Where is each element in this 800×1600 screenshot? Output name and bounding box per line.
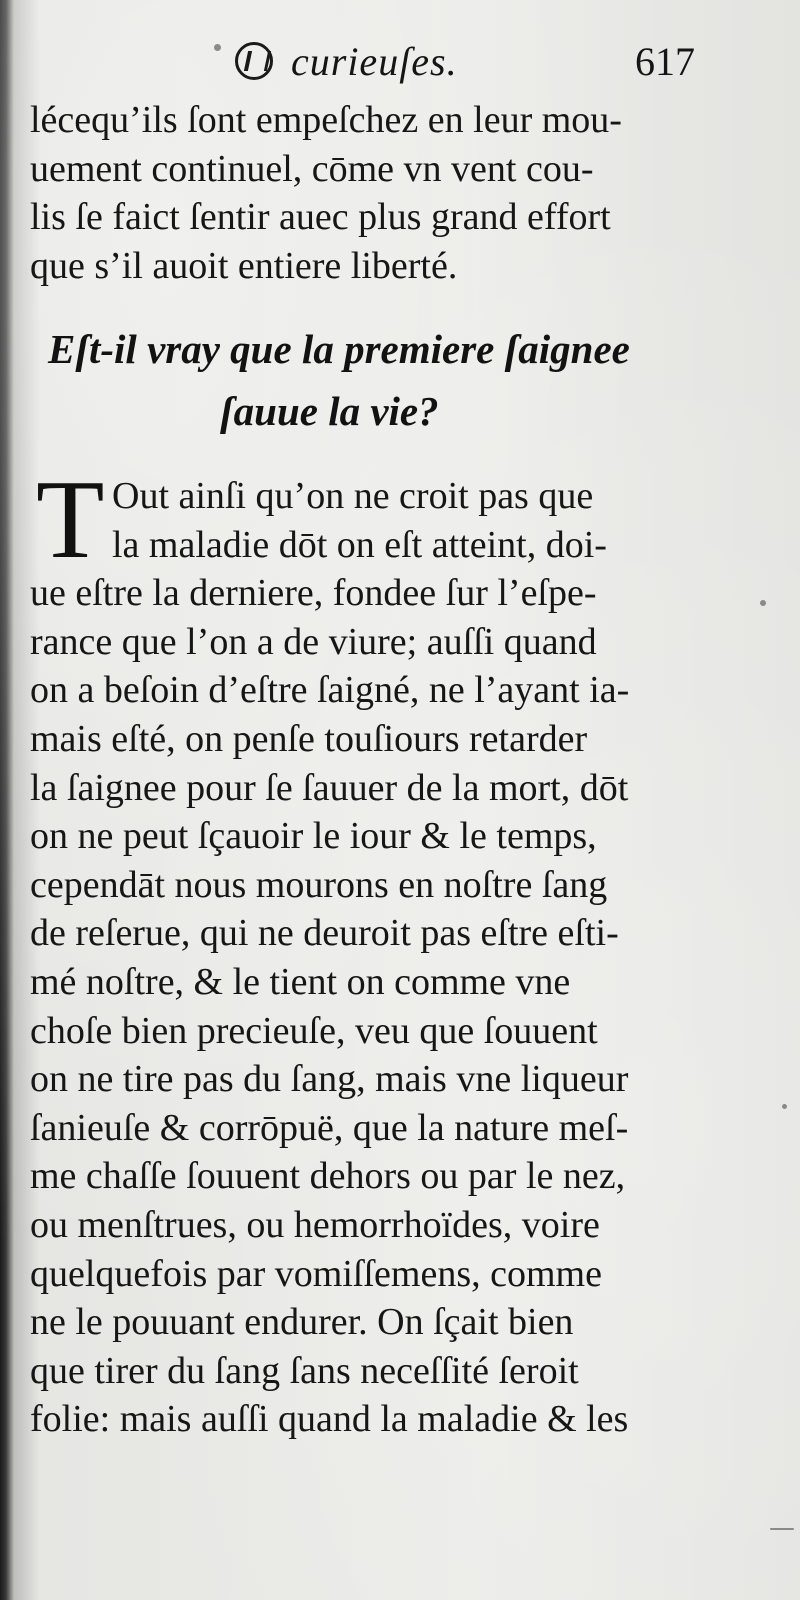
text-line: mé noſtre, & le tient on comme vne (30, 960, 571, 1003)
text-line: mais eſté, on penſe touſiours retarder (30, 717, 588, 760)
text-line: quelquefois par vomiſſemens, comme (30, 1252, 602, 1295)
paper-speck (760, 600, 766, 606)
text-line: ue eſtre la derniere, fondee ſur l’eſpe- (30, 572, 597, 615)
text-line: on a beſoin d’eſtre ſaigné, ne l’ayant ia- (30, 669, 630, 712)
paper-speck (214, 44, 221, 51)
section-heading-line-2: ſauue la vie? (220, 388, 439, 434)
text-line: lis ſe faict ſentir auec plus grand effort (30, 196, 611, 239)
text-line: rance que l’on a de viure; auſſi quand (30, 620, 597, 663)
paper-speck (782, 1104, 787, 1109)
text-line: Out ainſi qu’on ne croit pas que (112, 475, 594, 517)
text-line: me chaſſe ſouuent dehors ou par le nez, (30, 1155, 626, 1198)
text-line: que tirer du ſang ſans neceſſité ſeroit (30, 1349, 579, 1392)
text-line: de reſerue, qui ne deuroit pas eſtre eſti- (30, 912, 619, 955)
paper-speck (770, 1528, 794, 1530)
text-line: on ne peut ſçauoir le iour & le temps, (30, 815, 597, 858)
text-line: la ſaignee pour ſe ſauuer de la mort, dōt (30, 766, 629, 809)
text-line: cependāt nous mourons en noſtre ſang (30, 863, 608, 906)
page-number: 617 (635, 39, 695, 84)
section-heading (40, 318, 740, 442)
text-line: ou menſtrues, ou hemorrhoïdes, voire (30, 1203, 600, 1246)
previous-section-text (30, 96, 622, 290)
text-line: lécequ’ils ſont empeſchez en leur mou- (30, 99, 622, 141)
text-line: on ne tire pas du ſang, mais vne liqueur (30, 1058, 629, 1101)
running-title: curieuſes. (291, 39, 458, 84)
text-line: la maladie dōt on eſt atteint, doi- (112, 523, 607, 566)
text-line: ſanieuſe & corrōpuë, que la nature meſ- (30, 1106, 629, 1149)
ornament-icon (235, 42, 273, 80)
section-heading-line-1: Eſt-il vray que la premiere ſaignee (48, 326, 630, 372)
text-line: que s’il auoit entiere liberté. (30, 244, 458, 287)
text-line: ne le pouuant endurer. On ſçait bien (30, 1301, 574, 1344)
section-body-text (30, 458, 630, 1444)
drop-cap: T (36, 458, 105, 582)
text-line: folie: mais auſſi quand la maladie & les (30, 1398, 629, 1441)
text-line: uement continuel, cōme vn vent cou- (30, 147, 594, 190)
text-line: choſe bien precieuſe, veu que ſouuent (30, 1009, 598, 1052)
running-header (235, 36, 695, 96)
